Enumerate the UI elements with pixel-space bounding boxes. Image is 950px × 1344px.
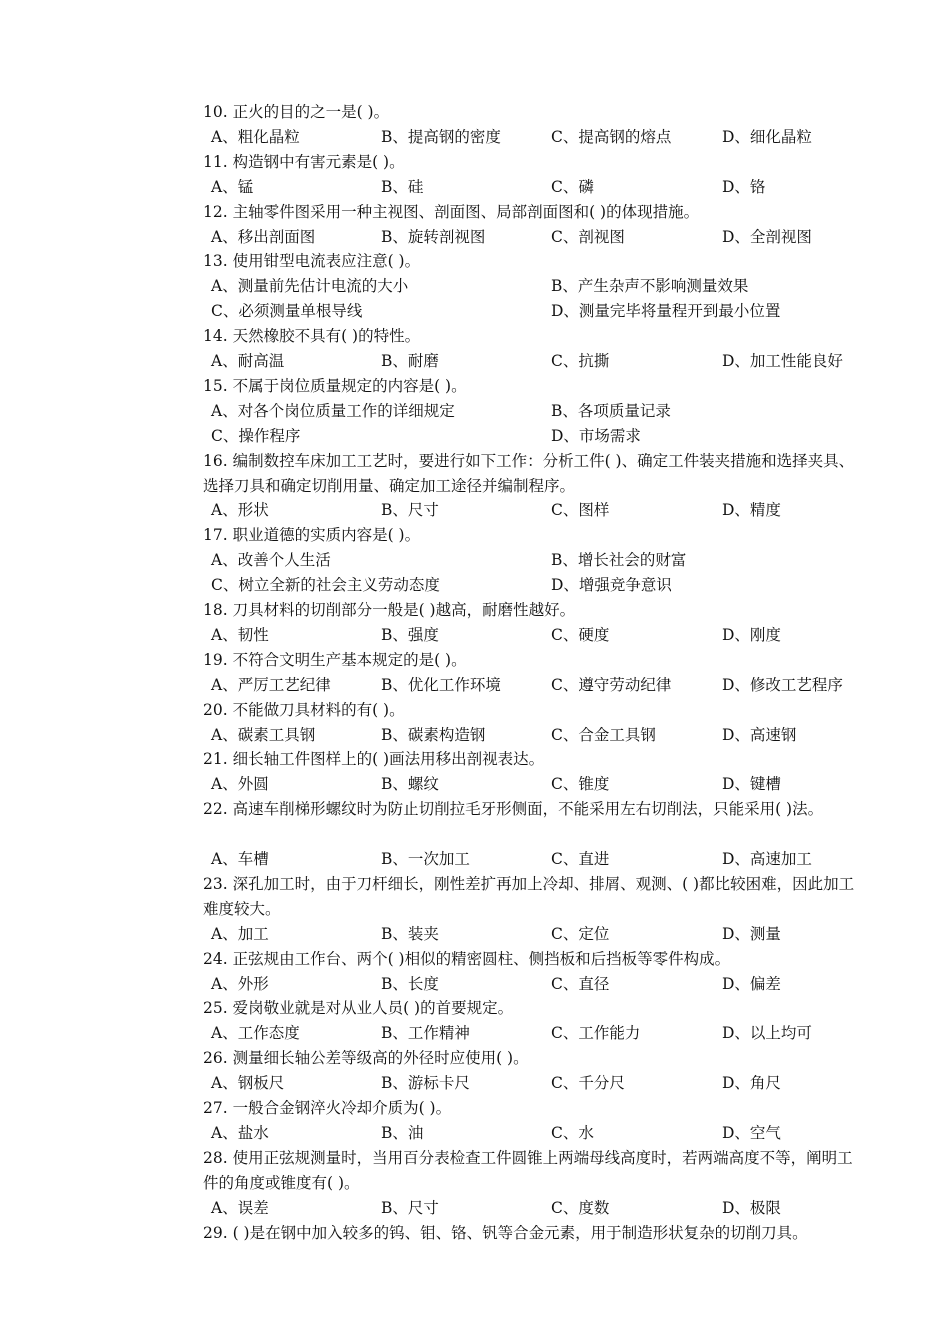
answer-option[interactable]: D、键槽 bbox=[722, 775, 781, 794]
answer-option[interactable]: A、测量前先估计电流的大小 bbox=[211, 277, 409, 296]
options-row bbox=[211, 673, 891, 698]
question-stem: 21. 细长轴工件图样上的( )画法用移出剖视表达。 bbox=[203, 750, 545, 769]
answer-option[interactable]: B、碳素构造钢 bbox=[381, 725, 486, 744]
question-stem: 17. 职业道德的实质内容是( )。 bbox=[203, 526, 421, 545]
question-stem: 18. 刀具材料的切削部分一般是( )越高，耐磨性越好。 bbox=[203, 601, 576, 619]
question-stem: 12. 主轴零件图采用一种主视图、剖面图、局部剖面图和( )的体现措施。 bbox=[203, 202, 700, 221]
options-row bbox=[211, 299, 891, 324]
question-stem: 26. 测量细长轴公差等级高的外径时应使用( )。 bbox=[203, 1049, 529, 1068]
answer-option[interactable]: C、必须测量单根导线 bbox=[211, 302, 363, 321]
answer-option[interactable]: D、市场需求 bbox=[551, 426, 641, 445]
answer-option[interactable]: D、全剖视图 bbox=[722, 227, 812, 246]
answer-option[interactable]: C、图样 bbox=[551, 501, 610, 520]
options-row bbox=[211, 175, 891, 200]
answer-option[interactable]: A、外形 bbox=[211, 974, 269, 993]
options-row bbox=[211, 1071, 891, 1096]
answer-option[interactable]: C、抗撕 bbox=[551, 352, 610, 370]
question-stem: 16. 编制数控车床加工工艺时，要进行如下工作：分析工件( )、确定工件装夹措施和选择夹具、选择刀具和确定切削用量、确定加工途径并编制程序。 bbox=[203, 451, 855, 495]
options-row bbox=[211, 349, 891, 374]
answer-option[interactable]: B、工作精神 bbox=[381, 1024, 470, 1043]
answer-option[interactable]: D、空气 bbox=[722, 1123, 781, 1142]
answer-option[interactable]: A、形状 bbox=[211, 501, 269, 520]
answer-option[interactable]: A、锰 bbox=[211, 177, 254, 196]
answer-option[interactable]: B、各项质量记录 bbox=[551, 401, 671, 420]
question-stem: 25. 爱岗敬业就是对从业人员( )的首要规定。 bbox=[203, 999, 514, 1018]
answer-option[interactable]: A、粗化晶粒 bbox=[211, 127, 300, 146]
options-row bbox=[211, 847, 891, 872]
answer-option[interactable]: B、尺寸 bbox=[381, 1198, 439, 1217]
answer-option[interactable]: A、外圆 bbox=[211, 775, 269, 794]
options-row bbox=[211, 573, 891, 598]
options-row bbox=[211, 623, 891, 648]
answer-option[interactable]: B、强度 bbox=[381, 625, 439, 644]
answer-option[interactable]: B、一次加工 bbox=[381, 850, 470, 868]
answer-option[interactable]: B、硅 bbox=[381, 177, 424, 196]
answer-option[interactable]: B、增长社会的财富 bbox=[551, 551, 687, 570]
question-stem: 22. 高速车削梯形螺纹时为防止切削拉毛牙形侧面，不能采用左右切削法，只能采用( )法。 bbox=[203, 800, 824, 819]
answer-option[interactable]: C、合金工具钢 bbox=[551, 725, 656, 744]
answer-option[interactable]: D、偏差 bbox=[722, 974, 781, 993]
question-stem: 15. 不属于岗位质量规定的内容是( )。 bbox=[203, 376, 467, 395]
answer-option[interactable]: D、刚度 bbox=[722, 625, 781, 644]
question-stem: 20. 不能做刀具材料的有( )。 bbox=[203, 700, 405, 719]
answer-option[interactable]: C、遵守劳动纪律 bbox=[551, 675, 672, 694]
answer-option[interactable]: A、误差 bbox=[211, 1198, 269, 1217]
answer-option[interactable]: C、工作能力 bbox=[551, 1024, 641, 1043]
answer-option[interactable]: B、耐磨 bbox=[381, 352, 439, 370]
answer-option[interactable]: A、韧性 bbox=[211, 625, 269, 644]
answer-option[interactable]: C、千分尺 bbox=[551, 1074, 625, 1093]
answer-option[interactable]: B、产生杂声不影响测量效果 bbox=[551, 277, 749, 296]
answer-option[interactable]: A、耐高温 bbox=[211, 352, 285, 370]
answer-option[interactable]: A、碳素工具钢 bbox=[211, 725, 316, 744]
options-row bbox=[211, 548, 891, 573]
options-row bbox=[211, 125, 891, 150]
answer-option[interactable]: D、测量完毕将量程开到最小位置 bbox=[551, 302, 781, 321]
question-stem: 24. 正弦规由工作台、两个( )相似的精密圆柱、侧挡板和后挡板等零件构成。 bbox=[203, 949, 731, 968]
answer-option[interactable]: C、锥度 bbox=[551, 775, 610, 794]
options-row bbox=[211, 1021, 891, 1046]
options-row bbox=[211, 972, 891, 997]
answer-option[interactable]: D、角尺 bbox=[722, 1074, 781, 1093]
question-stem: 14. 天然橡胶不具有( )的特性。 bbox=[203, 327, 421, 346]
answer-option[interactable]: A、钢板尺 bbox=[211, 1074, 285, 1093]
answer-option[interactable]: B、游标卡尺 bbox=[381, 1074, 470, 1093]
options-row bbox=[211, 772, 891, 797]
answer-option[interactable]: B、长度 bbox=[381, 974, 439, 993]
answer-option[interactable]: D、极限 bbox=[722, 1198, 781, 1217]
question-stem: 10. 正火的目的之一是( )。 bbox=[203, 103, 390, 121]
options-row bbox=[211, 225, 891, 250]
question-stem: 27. 一般合金钢淬火冷却介质为( )。 bbox=[203, 1099, 452, 1117]
options-row bbox=[211, 424, 891, 449]
answer-option[interactable]: D、修改工艺程序 bbox=[722, 675, 843, 694]
answer-option[interactable]: B、装夹 bbox=[381, 924, 439, 943]
question-stem: 11. 构造钢中有害元素是( )。 bbox=[203, 152, 405, 171]
question-stem: 23. 深孔加工时，由于刀杆细长，刚性差扩再加上冷却、排屑、观测、( )都比较困难，因此加工难度较大。 bbox=[203, 874, 855, 918]
answer-option[interactable]: D、以上均可 bbox=[722, 1024, 812, 1043]
answer-option[interactable]: B、优化工作环境 bbox=[381, 675, 501, 694]
options-row bbox=[211, 1196, 891, 1221]
answer-option[interactable]: C、度数 bbox=[551, 1198, 610, 1217]
answer-option[interactable]: D、精度 bbox=[722, 501, 781, 520]
answer-option[interactable]: C、操作程序 bbox=[211, 426, 301, 445]
answer-option[interactable]: D、高速加工 bbox=[722, 850, 812, 868]
options-row bbox=[211, 922, 891, 947]
answer-option[interactable]: B、螺纹 bbox=[381, 775, 439, 794]
answer-option[interactable]: C、定位 bbox=[551, 924, 610, 943]
answer-option[interactable]: C、硬度 bbox=[551, 625, 610, 644]
question-stem: 13. 使用钳型电流表应注意( )。 bbox=[203, 252, 421, 271]
answer-option[interactable]: C、直径 bbox=[551, 974, 610, 993]
answer-option[interactable]: B、油 bbox=[381, 1123, 424, 1142]
answer-option[interactable]: C、提高钢的熔点 bbox=[551, 127, 672, 146]
answer-option[interactable]: A、对各个岗位质量工作的详细规定 bbox=[211, 401, 455, 420]
options-row bbox=[211, 274, 891, 299]
answer-option[interactable]: A、移出剖面图 bbox=[211, 227, 316, 246]
options-row bbox=[211, 723, 891, 748]
answer-option[interactable]: B、旋转剖视图 bbox=[381, 227, 486, 246]
answer-option[interactable]: D、增强竞争意识 bbox=[551, 576, 672, 595]
question-stem: 28. 使用正弦规测量时，当用百分表检查工件圆锥上两端母线高度时，若两端高度不等，阐明工件的角度或锥度有( )。 bbox=[203, 1148, 853, 1192]
options-row bbox=[211, 498, 891, 523]
answer-option[interactable]: B、尺寸 bbox=[381, 501, 439, 520]
options-row bbox=[211, 1121, 891, 1146]
answer-option[interactable]: A、工作态度 bbox=[211, 1024, 300, 1043]
answer-option[interactable]: D、测量 bbox=[722, 924, 781, 943]
question-stem: 19. 不符合文明生产基本规定的是( )。 bbox=[203, 650, 467, 669]
answer-option[interactable]: D、铬 bbox=[722, 177, 766, 196]
answer-option[interactable]: C、磷 bbox=[551, 177, 594, 196]
answer-option[interactable]: A、加工 bbox=[211, 924, 269, 943]
question-stem: 29. ( )是在钢中加入较多的钨、钼、铬、钒等合金元素，用于制造形状复杂的切削刀具。 bbox=[203, 1223, 808, 1242]
answer-option[interactable]: C、直进 bbox=[551, 850, 610, 868]
answer-option[interactable]: C、剖视图 bbox=[551, 227, 625, 246]
answer-option[interactable]: A、车槽 bbox=[211, 850, 269, 868]
answer-option[interactable]: D、细化晶粒 bbox=[722, 127, 812, 146]
answer-option[interactable]: D、高速钢 bbox=[722, 725, 797, 744]
answer-option[interactable]: A、严厉工艺纪律 bbox=[211, 675, 331, 694]
answer-option[interactable]: C、水 bbox=[551, 1123, 594, 1142]
answer-option[interactable]: D、加工性能良好 bbox=[722, 352, 843, 370]
options-row bbox=[211, 399, 891, 424]
answer-option[interactable]: A、改善个人生活 bbox=[211, 551, 331, 570]
answer-option[interactable]: B、提高钢的密度 bbox=[381, 127, 501, 146]
answer-option[interactable]: C、树立全新的社会主义劳动态度 bbox=[211, 576, 440, 595]
answer-option[interactable]: A、盐水 bbox=[211, 1123, 269, 1142]
